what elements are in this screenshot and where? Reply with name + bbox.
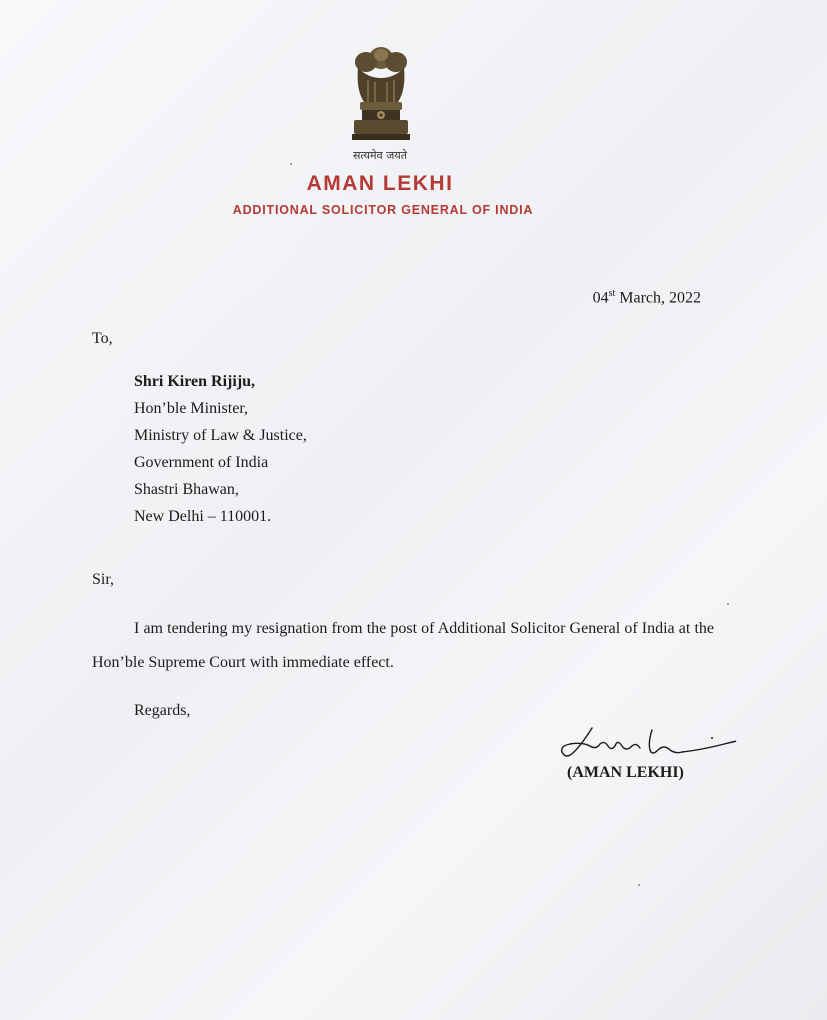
emblem-motto: सत्यमेव जयते [352,149,407,162]
letter-date [593,288,701,307]
date-day: 04 [592,289,609,307]
recipient-line: Hon’ble Minister, [134,400,249,417]
national-emblem-icon [344,40,418,150]
paper-speck [638,884,640,886]
salutation: Sir, [92,571,115,588]
recipient-line: Government of India [134,454,269,471]
paper-speck [727,603,729,605]
letterhead-name: AMAN LEKHI [306,172,454,195]
letter-body: I am tendering my resignation from the post of Additional Solicitor General of India at the Hon’ble Supreme Court with immediate effect. [92,620,714,671]
recipient-line: Ministry of Law & Justice, [134,427,307,444]
letterhead-designation: ADDITIONAL SOLICITOR GENERAL OF INDIA [232,203,534,217]
recipient-name: Shri Kiren Rijiju, [134,373,256,390]
recipient-line: Shastri Bhawan, [134,481,239,498]
recipient-address [134,368,307,530]
date-month-year: March, 2022 [615,289,701,307]
date-suffix: st [608,288,616,299]
signatory-name: (AMAN LEKHI) [567,764,684,781]
paper-speck [290,163,292,165]
closing: Regards, [134,702,191,719]
to-label: To, [92,330,113,347]
handwritten-signature-icon [552,722,747,770]
recipient-line: New Delhi – 110001. [134,508,272,525]
